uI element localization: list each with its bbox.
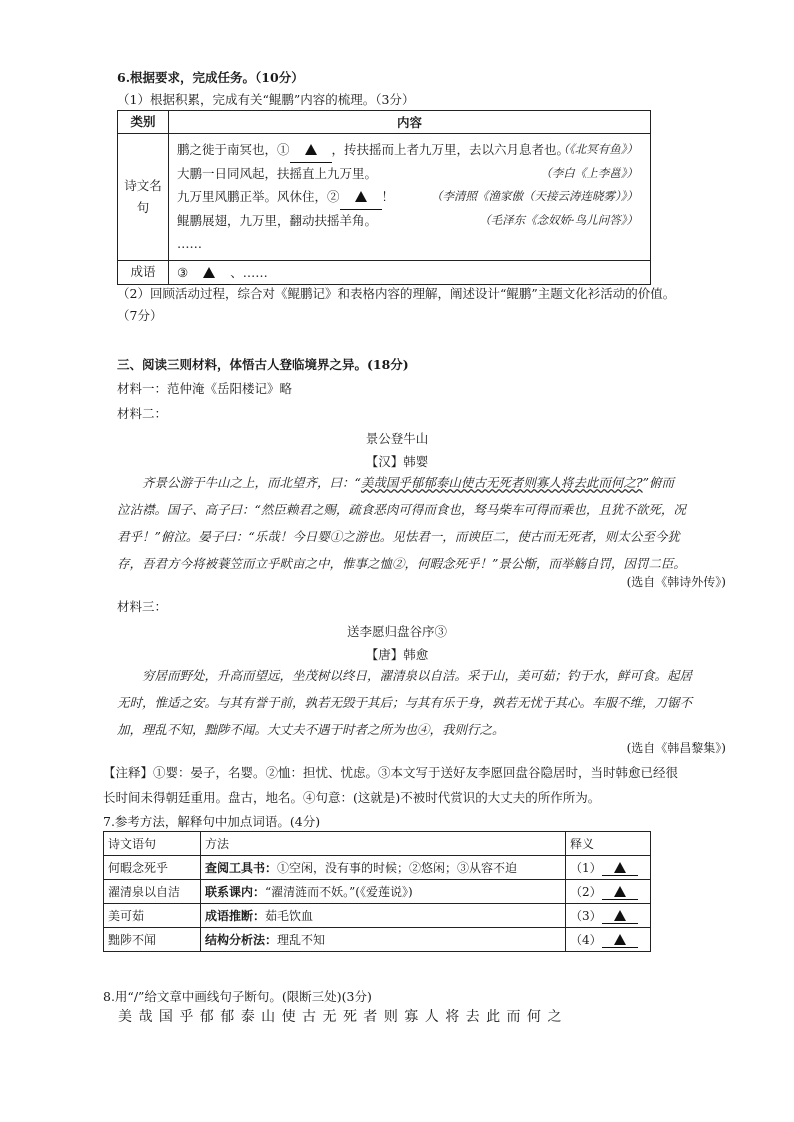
material2-author: 【汉】韩婴 — [365, 454, 429, 469]
poem-row-1: 鹏之徙于南冥也，① ，抟扶摇而上者九万里，去以六月息者也。 （《北冥有鱼》） — [169, 138, 650, 162]
poem-row-5: …… — [177, 236, 202, 251]
idiom-row: ③ 、…… — [169, 261, 650, 285]
cat-poem: 诗文名句 — [118, 134, 169, 261]
material2-para-2: 泣沾襟。国子、高子曰：“然臣赖君之赐，疏食恶肉可得而食也，驽马柴车可得而乘也，且犹不欲死，况 — [117, 502, 686, 517]
head-content: 内容 — [169, 111, 651, 134]
triangle-icon — [305, 144, 317, 155]
poem-row-3: 九万里风鹏正举。风休住，② ！ （李清照《渔家傲（天接云涛连晓雾）》） — [169, 185, 650, 209]
answer-blank-3[interactable] — [602, 909, 638, 924]
answer-blank-1[interactable] — [602, 861, 638, 876]
material3-para-2: 无时，惟适之安。与其有誉于前，孰若无毁于其后；与其有乐于身，孰若无忧于其心。车服不维，刀锯不 — [117, 695, 693, 710]
section3-title: 三、阅读三则材料，体悟古人登临境界之异。(18分) — [117, 357, 409, 372]
q6-sub2-line2: （7分） — [117, 308, 163, 323]
material1: 材料一：范仲淹《岳阳楼记》略 — [117, 381, 293, 396]
q6-title: 6.根据要求，完成任务。（10分） — [117, 70, 304, 85]
triangle-icon — [614, 862, 626, 873]
answer-blank-4[interactable] — [602, 933, 638, 948]
blank-3[interactable] — [188, 261, 230, 286]
material2-source: (选自《韩诗外传》) — [626, 575, 726, 589]
answer-blank-2[interactable] — [602, 885, 638, 900]
q7-title: 7.参考方法，解释句中加点词语。(4分) — [103, 814, 321, 829]
poem-row-2: 大鹏一日同风起，扶摇直上九万里。 （李白《上李邕》） — [177, 165, 638, 181]
triangle-icon — [203, 267, 215, 278]
material2-label: 材料二： — [117, 406, 168, 421]
q8-sentence[interactable]: 美 哉 国 乎 郁 郁 泰 山 使 古 无 死 者 则 寡 人 将 去 此 而 何 之 — [118, 1009, 563, 1025]
q7-row: 濯清泉以自洁 联系课内：“濯清涟而不妖。”(《爱莲说》) （2） — [104, 880, 651, 904]
triangle-icon — [614, 934, 626, 945]
material2-title: 景公登牛山 — [365, 431, 429, 446]
notes-line1: 【注释】①婴：晏子，名婴。②恤：担忧、忧虑。③本文写于送好友李愿回盘谷隐居时，当时韩愈已经很 — [103, 765, 679, 780]
cat-idiom: 成语 — [118, 260, 169, 285]
q6-sub2-line1: （2）回顾活动过程，综合对《鲲鹏记》和表格内容的理解，阐述设计“鲲鹏”主题文化衫活动的价值。 — [117, 286, 676, 301]
material3-title: 送李愿归盘谷序③ — [346, 624, 447, 639]
blank-1[interactable] — [290, 138, 332, 163]
blank-2[interactable] — [340, 185, 382, 210]
q7-head-answer: 释义 — [566, 832, 651, 856]
poem-row-4: 鲲鹏展翅，九万里，翻动扶摇羊角。 （毛泽东《念奴娇·鸟儿问答》） — [177, 212, 638, 228]
material3-author: 【唐】韩愈 — [365, 647, 429, 662]
material2-para-1: 齐景公游于牛山之上，而北望齐，曰：“美哉国乎郁郁泰山使古无死者则寡人将去此而何之?”俯而 — [142, 475, 674, 490]
notes-line2: 长时间未得朝廷重用。盘古，地名。④句意：(这就是)不被时代赏识的大丈夫的所作所为。 — [103, 790, 601, 805]
underlined-sentence: 美哉国乎郁郁泰山使古无死者则寡人将去此而何之? — [360, 475, 643, 490]
q7-row: 美可茹 成语推断：茹毛饮血 （3） — [104, 904, 651, 928]
triangle-icon — [614, 886, 626, 897]
q7-table — [103, 831, 651, 952]
material3-source: (选自《韩昌黎集》) — [626, 741, 726, 755]
q7-head-sentence: 诗文语句 — [104, 832, 201, 856]
q6-table — [117, 110, 651, 285]
q8-title: 8.用“/”给文章中画线句子断句。(限断三处)(3分) — [103, 989, 372, 1004]
head-category: 类别 — [118, 111, 169, 134]
q7-head-method: 方法 — [201, 832, 566, 856]
triangle-icon — [614, 910, 626, 921]
material2-para-3: 君乎！”俯泣。晏子曰：“乐哉！今日婴①之游也。见怯君一，而谀臣二，使古而无死者，则太公至今犹 — [117, 529, 680, 544]
q6-sub1: （1）根据积累，完成有关“鲲鹏”内容的梳理。（3分） — [117, 92, 415, 107]
triangle-icon — [355, 191, 367, 202]
q7-row: 何暇念死乎 查阅工具书：①空闲，没有事的时候；②悠闲；③从容不迫 （1） — [104, 856, 651, 880]
material3-para-3: 加，理乱不知，黜陟不闻。大丈夫不遇于时者之所为也④，我则行之。 — [117, 722, 505, 737]
material3-para-1: 穷居而野处，升高而望远，坐茂树以终日，濯清泉以自洁。采于山，美可茹；钓于水，鲜可食。起居 — [142, 668, 693, 683]
q7-row: 黜陟不闻 结构分析法：理乱不知 （4） — [104, 928, 651, 952]
material2-para-4: 存，吾君方今将被蓑笠而立乎畎亩之中，惟事之恤②，何暇念死乎！”景公惭，而举觞自罚，因罚二臣。 — [117, 556, 686, 571]
material3-label: 材料三： — [117, 599, 168, 614]
